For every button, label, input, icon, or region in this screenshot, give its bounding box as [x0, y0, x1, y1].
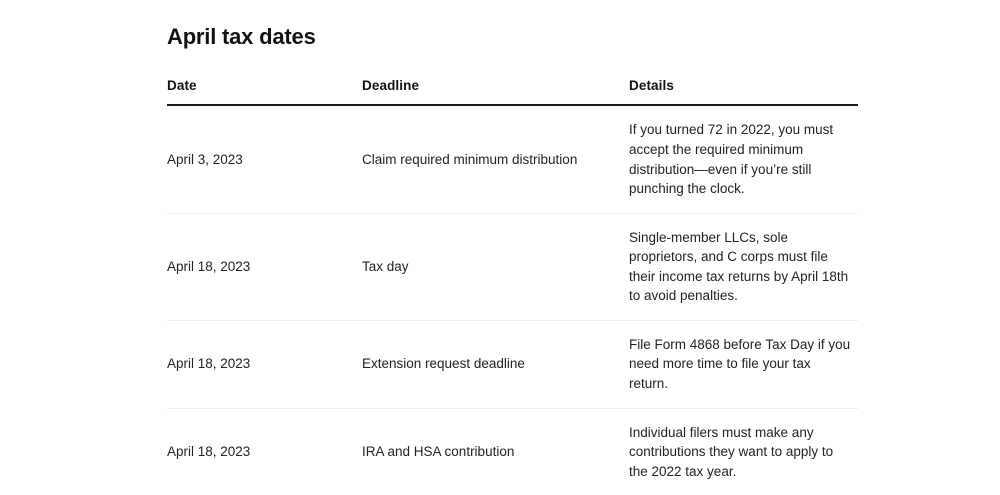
cell-date: April 18, 2023: [167, 213, 362, 320]
column-header-details: Details: [629, 78, 858, 105]
cell-details: If you turned 72 in 2022, you must accept the required minimum distribution—even if you’re still punching the clock.: [629, 105, 858, 213]
table-body: [167, 105, 858, 495]
column-header-date: Date: [167, 78, 362, 105]
cell-deadline: Extension request deadline: [362, 320, 629, 408]
content-container: [167, 0, 858, 495]
cell-date: April 18, 2023: [167, 320, 362, 408]
cell-details: File Form 4868 before Tax Day if you need more time to file your tax return.: [629, 320, 858, 408]
cell-date: April 3, 2023: [167, 105, 362, 213]
cell-deadline: Claim required minimum distribution: [362, 105, 629, 213]
cell-details: Individual filers must make any contributions they want to apply to the 2022 tax year.: [629, 424, 834, 479]
april-tax-dates-table: [167, 78, 858, 495]
page-title: April tax dates: [167, 24, 316, 49]
cell-deadline: Tax day: [362, 213, 629, 320]
table-header: [167, 78, 858, 105]
table-header-row: [167, 78, 858, 105]
column-header-deadline: Deadline: [362, 78, 629, 105]
cell-details: Single-member LLCs, sole proprietors, and C corps must file their income tax returns by April 18th to avoid penalties.: [629, 213, 858, 320]
table-row: [167, 408, 858, 495]
cell-date: April 18, 2023: [167, 444, 251, 460]
table-row: [167, 105, 858, 213]
table-row: [167, 213, 858, 320]
cell-deadline: IRA and HSA contribution: [362, 444, 515, 460]
table-row: [167, 320, 858, 408]
